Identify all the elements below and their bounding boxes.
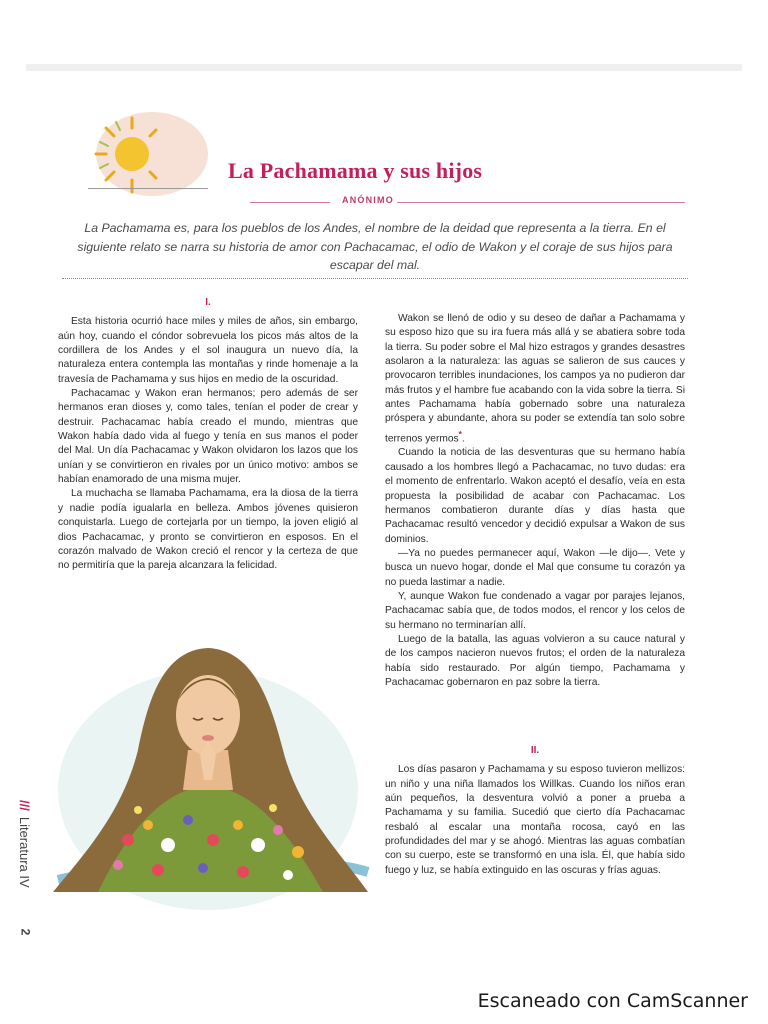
paragraph: Cuando la noticia de las desventuras que su hermano había causado a los hombres llegó a Pachacamac, no tuvo dudas: era el momento de enfrentarlo. Wakon aceptó el desafío, veía en esta propuesta la posibilidad de acabar con Pachacamac. Los hermanos combatieron durante días y días hasta que Pachacamac resultó vencedor y decidió expulsar a Wakon de sus dominios.	[385, 447, 685, 545]
dotted-divider	[62, 278, 688, 279]
author-label: ANÓNIMO	[342, 195, 394, 205]
section-heading-2: II.	[530, 745, 540, 756]
paragraph: La muchacha se llamaba Pachamama, era la diosa de la tierra y nadie podía igualarla en belleza. Ambos jóvenes quisieron conquistarla. Luego de cortejarla por un tiempo, la joven eligió al dios Pachacamac, y pronto se convirtieron en esposos. En el corazón malvado de Wakon creció el rencor y la certeza de que no permitiría que la pareja alcanzara la felicidad.	[58, 488, 358, 572]
paragraph: Los días pasaron y Pachamama y su esposo tuvieron mellizos: un niño y una niña llamados los Willkas. Cuando los niños eran aún pequeños, la desventura volvió a poner a prueba a Pachamama y su familia. Sucedió que cierto día Pachacamac resbaló al escalar una montaña rocosa, cayó en las profundidades del mar y se ahogó. Mientras las aguas combatían con su cuerpo, este se transformó en una isla. Él, que había sido fuego y luz, se había extinguido en las oscuras y frías aguas.	[385, 764, 685, 876]
top-band	[26, 64, 742, 71]
paragraph: Luego de la batalla, las aguas volvieron a su cauce natural y de los campos nacieron nuevos frutos; el orden de la naturaleza había sido restaurado. Por algún tiempo, Pachamama y Pachacamac gobernaron en paz sobre la tierra.	[385, 633, 685, 688]
left-column	[58, 296, 358, 574]
page-number: 2	[18, 928, 33, 936]
paragraph: Pachacamac y Wakon eran hermanos; pero además de ser hermanos eran dioses y, como tales, tenían el poder de crear y destruir. Pachacamac había creado el mundo, mientras que Wakon había dado vida al fuego y tenía en sus manos el poder del Mal. Un día Pachacamac y Wakon olvidaron los lazos que los unían y se convirtieron en rivales por un único motivo: ambos se habían enamorado de una misma mujer.	[58, 388, 358, 486]
footnote-marker: *	[458, 428, 462, 439]
scanner-watermark: Escaneado con CamScanner	[477, 990, 748, 1012]
page-title: La Pachamama y sus hijos	[228, 158, 483, 183]
right-column	[385, 312, 685, 690]
intro-paragraph: La Pachamama es, para los pueblos de los Andes, el nombre de la deidad que representa a la tierra. En el siguiente relato se narra su historia de amor con Pachacamac, el odio de Wakon y el coraje de sus hijos para escapar del mal.	[77, 221, 673, 272]
title-rule-left	[88, 188, 208, 189]
paragraph: Esta historia ocurrió hace miles y miles de años, sin embargo, aún hoy, cuando el cóndor sobrevuela los picos más altos de la cordillera de los Andes y el sol inaugura un nuevo día, la naturaleza entera contempla las montañas y rinde homenaje a la travesía de Pachamama y sus hijos en medio de la oscuridad.	[58, 316, 358, 385]
book-label-text: Literatura IV	[17, 816, 32, 888]
paragraph: —Ya no puedes permanecer aquí, Wakon —le dijo—. Vete y busca un nuevo hogar, donde el Mal que consume tu corazón ya no pueda lastimar a nadie.	[385, 547, 685, 588]
right-column-section-2	[385, 744, 685, 878]
paragraph: Y, aunque Wakon fue condenado a vagar por parajes lejanos, Pachacamac sabía que, de todos modos, el rencor y los celos de su hermano no terminarían allí.	[385, 590, 685, 631]
author-rule-right	[397, 202, 685, 203]
author-rule-left	[250, 202, 330, 203]
paragraph-text: Wakon se llenó de odio y su deseo de dañar a Pachamama y su esposo hizo que su ira fuera más allá y se abatiera sobre toda la tierra. Su poder sobre el Mal hizo estragos y grandes desastres asolaron a la naturaleza: las aguas se salieron de sus cauces y provocaron terribles inundaciones, los campos ya no pudieron dar más frutos y el hambre fue acabando con la vida sobre la tierra. Si antes Pachamama había gobernado sobre una naturaleza próspera y abundante, ahora su poder se extendía tan solo sobre terrenos yermos	[385, 313, 685, 445]
sun-moon-emblem	[92, 108, 210, 200]
section-heading-1: I.	[205, 297, 211, 308]
vertical-book-label: ///Literatura IV	[17, 800, 32, 888]
pachamama-illustration	[38, 640, 374, 922]
paragraph: Wakon se llenó de odio y su deseo de dañar a Pachamama y su esposo hizo que su ira fuera más allá y se abatiera sobre toda la tierra. Su poder sobre el Mal hizo estragos y grandes desastres asolaron a la naturaleza: las aguas se salieron de sus cauces y provocaron terribles inundaciones, los campos ya no pudieron dar más frutos y el hambre fue acabando con la vida sobre la tierra. Si antes Pachamama había gobernado sobre una naturaleza próspera y abundante, ahora su poder se extendía tan solo sobre terrenos yermos*.	[385, 313, 685, 445]
